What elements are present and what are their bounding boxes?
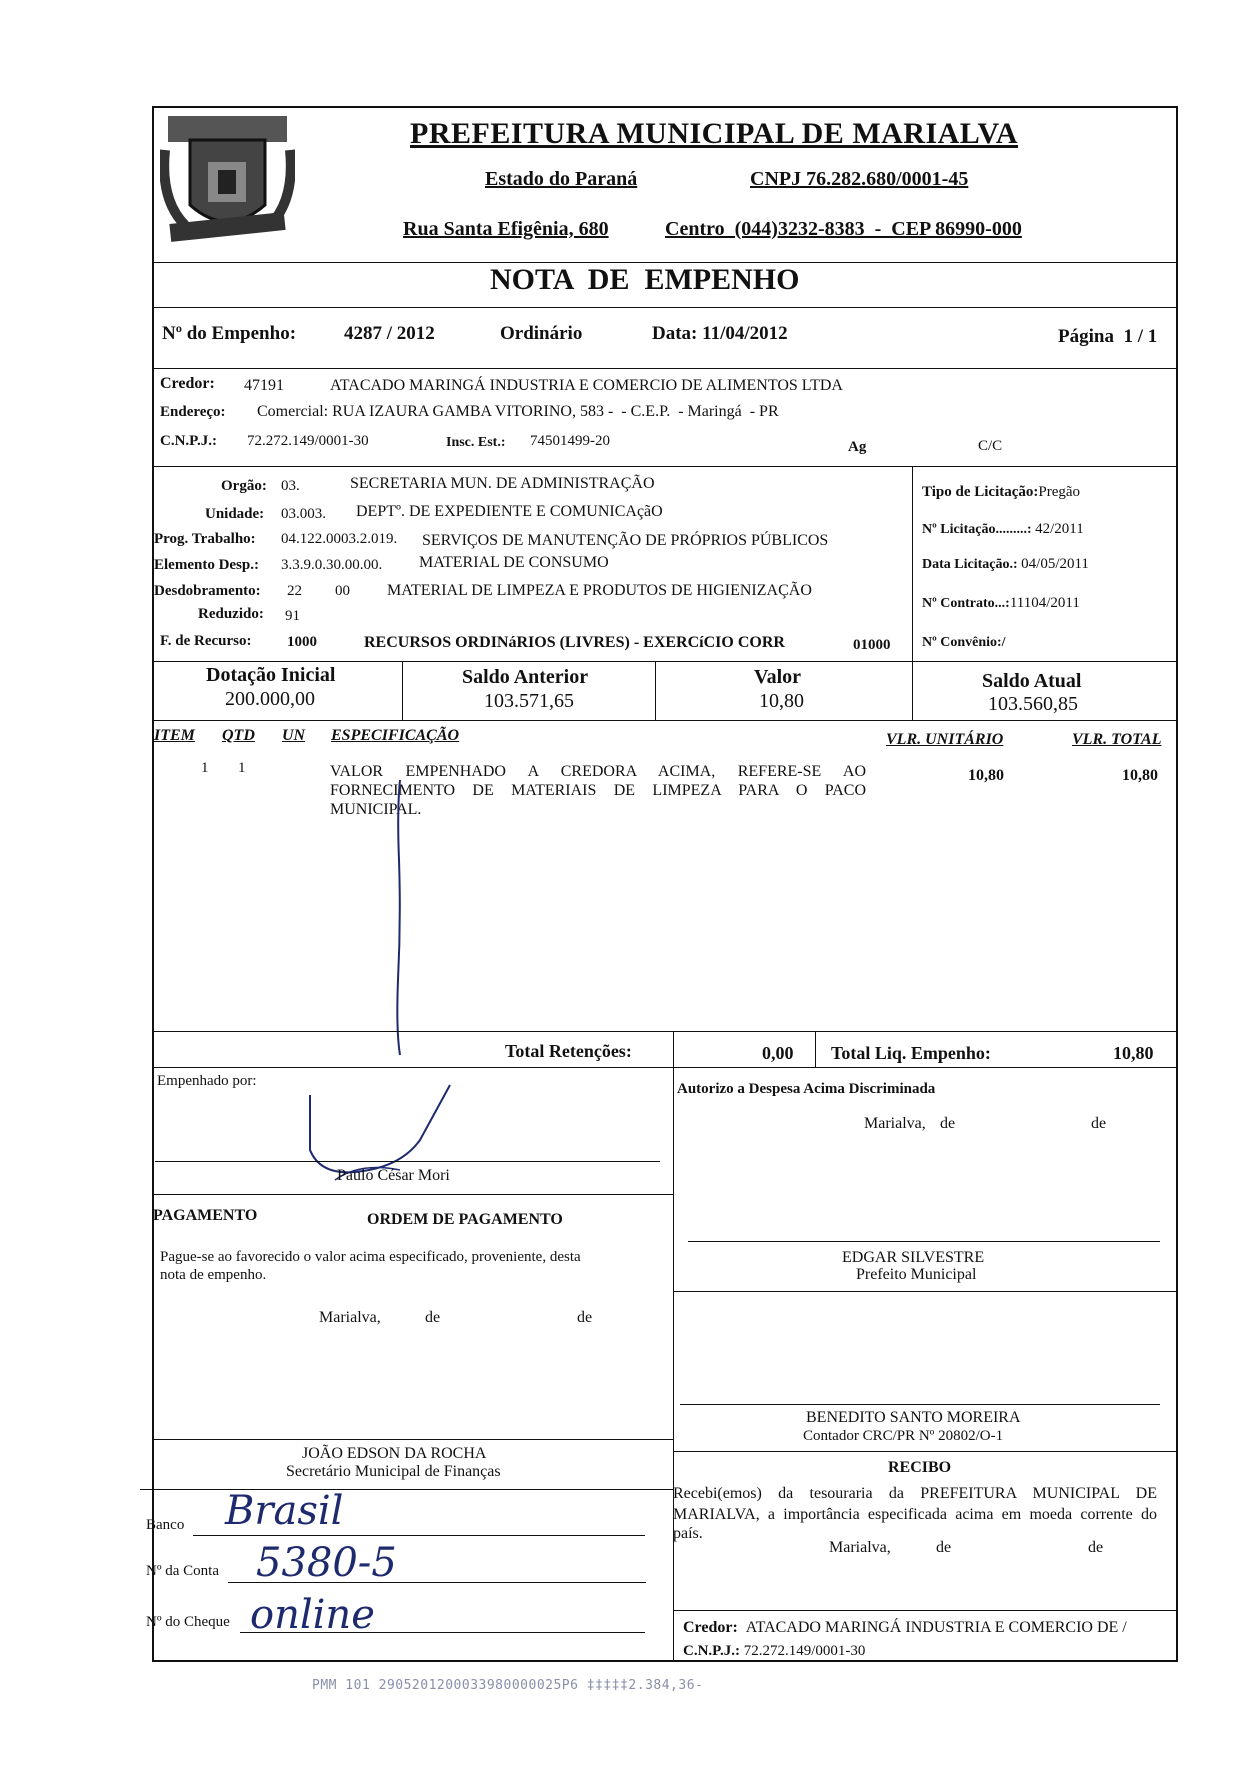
- dotacao-label: Dotação Inicial: [206, 664, 336, 686]
- empenho-number-label: Nº do Empenho:: [162, 323, 297, 344]
- recibo-credor: Credor: ATACADO MARINGÁ INDUSTRIA E COMERCIO DE /: [683, 1619, 1127, 1636]
- fonte-code: 1000: [287, 634, 317, 650]
- credor-code: 47191: [244, 377, 284, 394]
- conta-handwritten: 5380-5: [256, 1540, 397, 1586]
- ordem-pagamento-label: ORDEM DE PAGAMENTO: [367, 1211, 563, 1228]
- credor-cnpj-label: C.N.P.J.:: [160, 433, 217, 449]
- credor-address: Comercial: RUA IZAURA GAMBA VITORINO, 583 - - C.E.P. - Maringá - PR: [257, 403, 779, 420]
- autorizo-de-2: de: [1091, 1115, 1107, 1132]
- insc-label: Insc. Est.:: [446, 435, 506, 450]
- contador-cargo: Contador CRC/PR Nº 20802/O-1: [803, 1428, 1004, 1444]
- empenhado-label: Empenhado por:: [157, 1073, 257, 1089]
- prog-code: 04.122.0003.2.019.: [281, 531, 398, 547]
- header-address: Rua Santa Efigênia, 680: [403, 218, 609, 240]
- reduzido-value: 91: [285, 608, 300, 624]
- empenho-number: 4287 / 2012: [344, 323, 435, 344]
- total-retencoes-label: Total Retenções:: [505, 1041, 632, 1061]
- cheque-handwritten: online: [250, 1592, 375, 1638]
- empenhado-nome: Paulo César Mori: [337, 1167, 450, 1184]
- tipo-licitacao-label: Tipo de Licitação:Pregão: [922, 484, 1081, 500]
- header-title: PREFEITURA MUNICIPAL DE MARIALVA: [410, 117, 1019, 150]
- unidade-desc: DEPTº. DE EXPEDIENTE E COMUNICAçãO: [356, 503, 663, 520]
- empenho-page: Página 1 / 1: [1058, 326, 1158, 347]
- dotacao-value: 200.000,00: [225, 688, 315, 710]
- total-liquido-label: Total Liq. Empenho:: [831, 1043, 991, 1063]
- total-liquido-value: 10,80: [1113, 1043, 1154, 1063]
- recibo-de-2: de: [1088, 1539, 1104, 1556]
- secretario-cargo: Secretário Municipal de Finanças: [286, 1463, 501, 1480]
- elem-code: 3.3.9.0.30.00.00.: [281, 557, 383, 573]
- item-qtd: 1: [238, 760, 246, 776]
- saldo-atual-label: Saldo Atual: [982, 670, 1082, 692]
- header-district-phone-cep: Centro (044)3232-8383 - CEP 86990-000: [665, 218, 1022, 240]
- item-vlr-unitario: 10,80: [968, 767, 1004, 784]
- saldo-anterior-label: Saldo Anterior: [462, 666, 589, 688]
- pague-line-1: Pague-se ao favorecido o valor acima especificado, proveniente, desta: [160, 1249, 581, 1265]
- header-cnpj: CNPJ 76.282.680/0001-45: [750, 168, 969, 190]
- header-state: Estado do Paraná: [485, 168, 638, 190]
- pagamento-label: PAGAMENTO: [153, 1207, 258, 1224]
- item-vlr-total: 10,80: [1122, 767, 1158, 784]
- desd-desc: MATERIAL DE LIMPEZA E PRODUTOS DE HIGIENIZAÇÃO: [387, 582, 812, 599]
- col-vlr-unitario: VLR. UNITÁRIO: [886, 731, 1004, 748]
- empenho-type: Ordinário: [500, 323, 583, 344]
- cc-label: C/C: [978, 438, 1003, 454]
- unidade-label: Unidade:: [205, 506, 265, 522]
- contrato-label: Nº Contrato...:11104/2011: [922, 595, 1080, 611]
- secretario-nome: JOÃO EDSON DA ROCHA: [302, 1445, 487, 1462]
- recibo-line-3: país.: [673, 1525, 703, 1542]
- footer-code: PMM 101 2905201200033980000025P6 ‡‡‡‡‡2.384,36-: [312, 1678, 704, 1693]
- unidade-code: 03.003.: [281, 506, 326, 522]
- elem-label: Elemento Desp.:: [154, 557, 259, 573]
- col-especificacao: ESPECIFICAÇÃO: [331, 727, 460, 744]
- orgao-desc: SECRETARIA MUN. DE ADMINISTRAÇÃO: [350, 475, 655, 492]
- recibo-local: Marialva,: [829, 1539, 891, 1556]
- pagamento-local: Marialva,: [319, 1309, 381, 1326]
- autorizo-de-1: de: [940, 1115, 956, 1132]
- cheque-label: Nº do Cheque: [146, 1614, 230, 1630]
- valor-value: 10,80: [759, 690, 804, 712]
- banco-handwritten: Brasil: [225, 1488, 344, 1534]
- prog-desc: SERVIÇOS DE MANUTENÇÃO DE PRÓPRIOS PÚBLICOS: [422, 532, 829, 549]
- reduzido-label: Reduzido:: [198, 606, 264, 622]
- item-number: 1: [201, 760, 209, 776]
- valor-label: Valor: [754, 666, 802, 688]
- col-vlr-total: VLR. TOTAL: [1072, 731, 1162, 748]
- desd-code-2: 00: [335, 583, 350, 599]
- ag-label: Ag: [848, 439, 867, 455]
- total-retencoes-value: 0,00: [762, 1043, 794, 1063]
- numero-licitacao-label: Nº Licitação.........: 42/2011: [922, 521, 1084, 537]
- insc-value: 74501499-20: [530, 433, 610, 449]
- pagamento-de-1: de: [425, 1309, 441, 1326]
- autorizo-local: Marialva,: [864, 1115, 926, 1132]
- fonte-number: 01000: [853, 637, 891, 653]
- item-desc-line-2: FORNECIMENTO DE MATERIAIS DE LIMPEZA PARA O PACO: [330, 782, 866, 799]
- item-desc-line-3: MUNICIPAL.: [330, 801, 422, 818]
- signature-stroke: [385, 780, 415, 1060]
- recibo-line-1: Recebi(emos) da tesouraria da PREFEITURA MUNICIPAL DE: [673, 1485, 1157, 1502]
- contador-nome: BENEDITO SANTO MOREIRA: [806, 1409, 1021, 1426]
- saldo-anterior-value: 103.571,65: [484, 690, 574, 712]
- recibo-line-2: MARIALVA, a importância especificada acima em moeda corrente do: [673, 1506, 1157, 1523]
- doc-title: NOTA DE EMPENHO: [490, 263, 800, 296]
- saldo-atual-value: 103.560,85: [988, 693, 1078, 715]
- elem-desc: MATERIAL DE CONSUMO: [419, 554, 609, 571]
- col-un: UN: [282, 727, 306, 744]
- credor-name: ATACADO MARINGÁ INDUSTRIA E COMERCIO DE ALIMENTOS LTDA: [330, 377, 843, 394]
- prefeito-nome: EDGAR SILVESTRE: [842, 1249, 985, 1266]
- recibo-title: RECIBO: [888, 1459, 952, 1476]
- credor-label: Credor:: [160, 375, 215, 392]
- conta-label: Nº da Conta: [146, 1563, 219, 1579]
- fonte-label: F. de Recurso:: [160, 633, 252, 649]
- fonte-desc: RECURSOS ORDINáRIOS (LIVRES) - EXERCíCIO CORR: [364, 634, 785, 651]
- col-item: ITEM: [154, 727, 195, 744]
- empenho-date: Data: 11/04/2012: [652, 323, 788, 344]
- recibo-de-1: de: [936, 1539, 952, 1556]
- coat-of-arms: [160, 110, 295, 250]
- prog-label: Prog. Trabalho:: [154, 531, 256, 547]
- banco-label: Banco: [146, 1517, 185, 1533]
- orgao-label: Orgão:: [221, 478, 267, 494]
- address-label: Endereço:: [160, 404, 226, 420]
- convenio-label: Nº Convênio:/: [922, 635, 1006, 650]
- autorizo-label: Autorizo a Despesa Acima Discriminada: [677, 1081, 936, 1097]
- recibo-cnpj: C.N.P.J.: 72.272.149/0001-30: [683, 1643, 866, 1659]
- pague-line-2: nota de empenho.: [160, 1267, 267, 1283]
- data-licitacao-label: Data Licitação.: 04/05/2011: [922, 556, 1089, 572]
- col-qtd: QTD: [222, 727, 255, 744]
- orgao-code: 03.: [281, 478, 300, 494]
- pagamento-de-2: de: [577, 1309, 593, 1326]
- prefeito-cargo: Prefeito Municipal: [856, 1266, 977, 1283]
- item-desc-line-1: VALOR EMPENHADO A CREDORA ACIMA, REFERE-SE AO: [330, 763, 866, 780]
- desd-code: 22: [287, 583, 302, 599]
- desd-label: Desdobramento:: [154, 583, 261, 599]
- credor-cnpj: 72.272.149/0001-30: [247, 433, 369, 449]
